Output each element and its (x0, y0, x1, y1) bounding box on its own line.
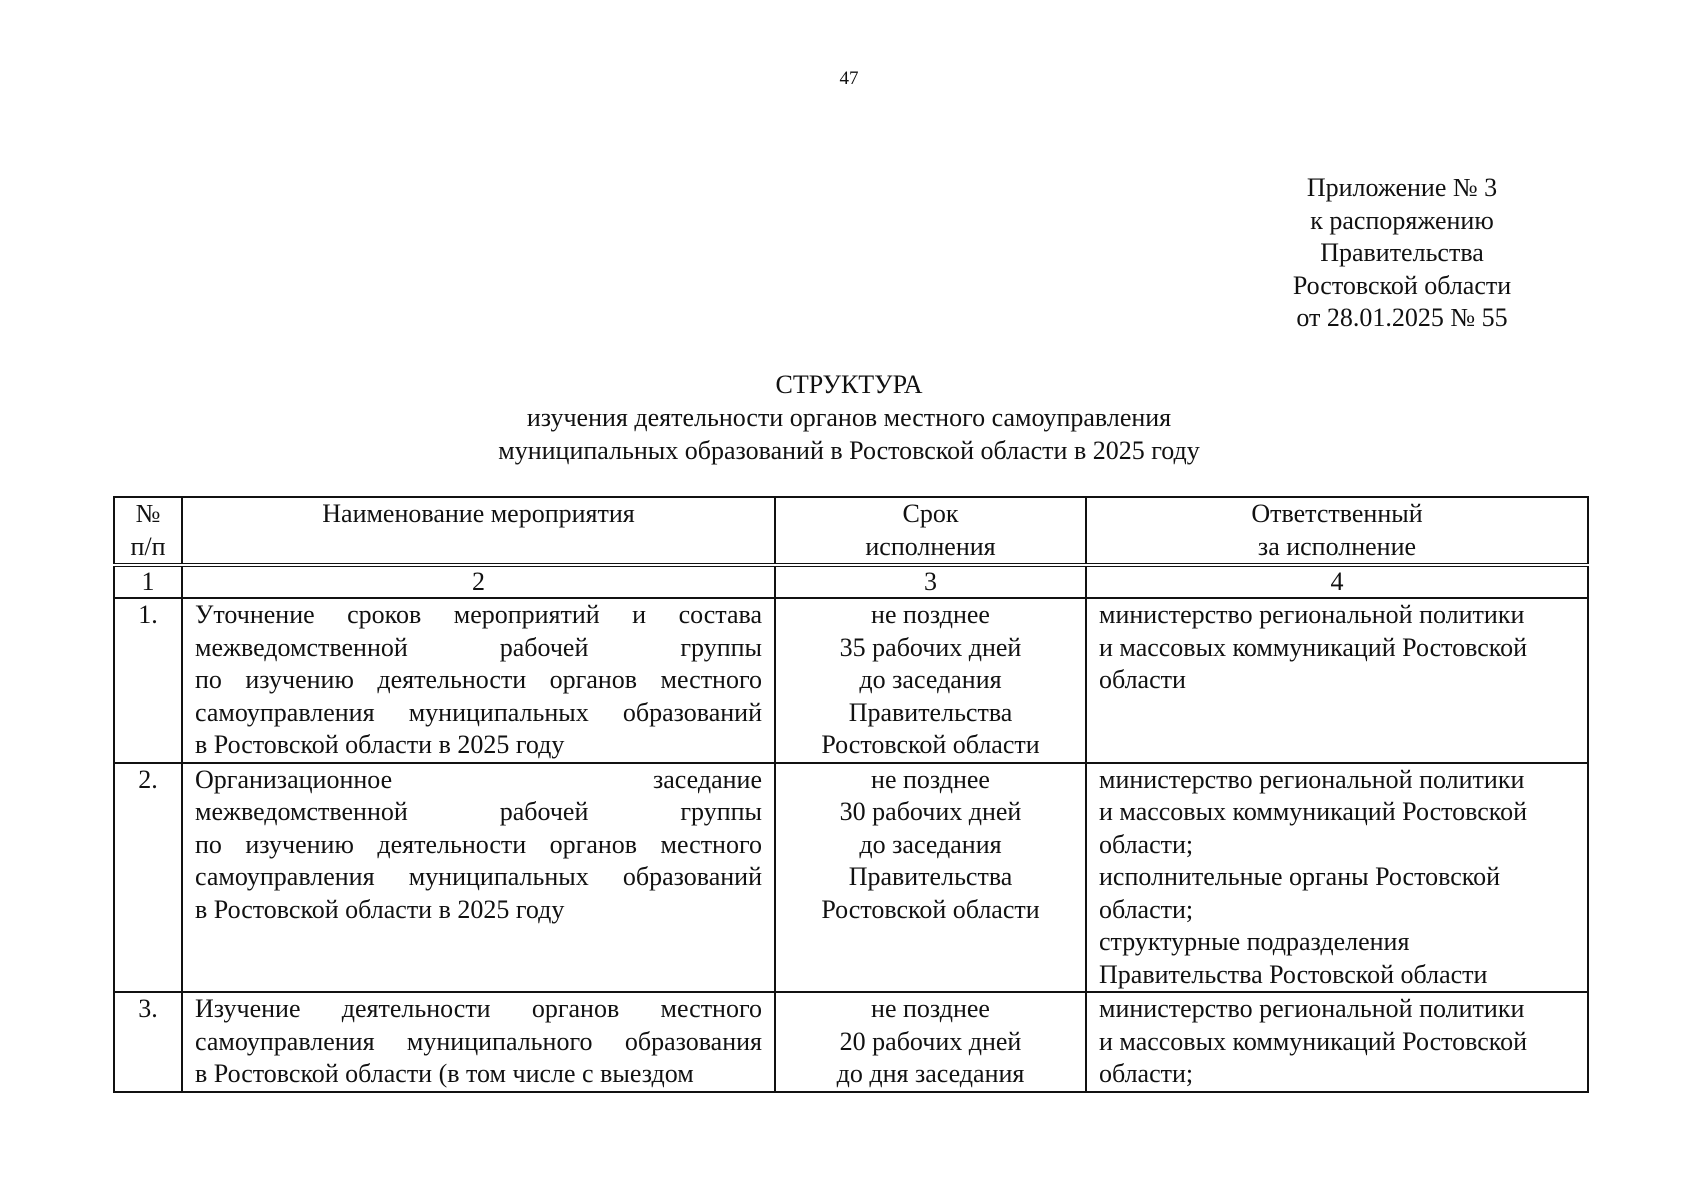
header-responsible (1086, 497, 1588, 565)
activity-name-line: Уточнение сроков мероприятий и состава (195, 600, 762, 629)
deadline-line: 35 рабочих дней (839, 632, 1022, 662)
deadline (775, 763, 1086, 993)
activity-name-line: в Ростовской области в 2025 году (195, 730, 565, 759)
responsible-line: Правительства Ростовской области (1099, 959, 1488, 989)
appendix-line: Правительства (1320, 238, 1484, 267)
title-subtitle-line: муниципальных образований в Ростовской области в 2025 году (498, 436, 1200, 465)
title-heading: СТРУКТУРА (775, 370, 923, 399)
header-text: исполнения (865, 531, 996, 561)
activity-name-line: Организационное заседание (195, 764, 762, 794)
activity-table-body (114, 497, 1588, 1092)
activity-name-line: по изучению деятельности органов местного (195, 829, 762, 859)
title-subtitle-line: изучения деятельности органов местного самоуправления (526, 403, 1172, 432)
deadline-line: Ростовской области (821, 894, 1040, 924)
deadline (775, 992, 1086, 1092)
column-index: 2 (182, 565, 775, 598)
column-index: 3 (775, 565, 1086, 598)
deadline-line: не позднее (871, 764, 990, 794)
header-text: за исполнение (1257, 531, 1417, 561)
responsible-line: и массовых коммуникаций Ростовской (1099, 632, 1528, 662)
deadline-line: Правительства (848, 697, 1013, 727)
responsible-line: министерство региональной политики (1099, 764, 1525, 794)
activity-name-line: самоуправления муниципального образования (195, 1026, 762, 1056)
responsible-line: области; (1099, 894, 1194, 924)
responsible-line: исполнительные органы Ростовской (1099, 862, 1500, 891)
appendix-line: Ростовской области (1292, 270, 1512, 300)
activity-name (182, 992, 775, 1092)
row-number: 3. (114, 992, 182, 1092)
column-index: 1 (114, 565, 182, 598)
header-text: № (135, 499, 161, 528)
responsible (1086, 598, 1588, 763)
activity-table (113, 496, 1589, 1093)
responsible-line: министерство региональной политики (1099, 994, 1525, 1023)
responsible-line: министерство региональной политики (1099, 600, 1525, 629)
deadline (775, 598, 1086, 763)
deadline-line: Ростовской области (821, 730, 1040, 759)
activity-name-line: Изучение деятельности органов местного (195, 994, 762, 1023)
deadline-line: Правительства (848, 862, 1013, 891)
activity-name-line: по изучению деятельности органов местного (195, 665, 762, 694)
header-activity-name (182, 497, 775, 565)
appendix-line: от 28.01.2025 № 55 (1296, 303, 1508, 332)
deadline-line: до заседания (859, 665, 1002, 694)
column-index: 4 (1086, 565, 1588, 598)
activity-name (182, 763, 775, 993)
column-index-row (114, 565, 1588, 598)
activity-name-line: в Ростовской области (в том числе с выездом (195, 1059, 694, 1088)
activity-name-line: межведомственной рабочей группы (195, 797, 762, 826)
responsible-line: области; (1099, 1059, 1194, 1088)
header-deadline (775, 497, 1086, 565)
table-header-row (114, 497, 1588, 565)
deadline-line: 30 рабочих дней (839, 797, 1022, 826)
row-number: 1. (114, 598, 182, 763)
deadline-line: не позднее (871, 600, 990, 629)
appendix-line: к распоряжению (1310, 205, 1494, 235)
activity-name-line: в Ростовской области в 2025 году (195, 894, 565, 924)
header-text: Срок (902, 499, 959, 528)
header-text: Наименование мероприятия (322, 499, 635, 528)
activity-name-line: самоуправления муниципальных образований (195, 862, 762, 891)
appendix-reference (1232, 172, 1572, 335)
table-row (114, 598, 1588, 763)
responsible (1086, 763, 1588, 993)
header-number (114, 497, 182, 565)
activity-name-line: самоуправления муниципальных образований (195, 697, 762, 727)
activity-name (182, 598, 775, 763)
responsible-line: и массовых коммуникаций Ростовской (1099, 797, 1528, 826)
activity-name-line: межведомственной рабочей группы (195, 632, 762, 662)
table-row (114, 763, 1588, 993)
responsible-line: области (1099, 665, 1186, 694)
deadline-line: 20 рабочих дней (839, 1026, 1022, 1056)
table-row (114, 992, 1588, 1092)
appendix-line: Приложение № 3 (1306, 173, 1498, 202)
responsible-line: структурные подразделения (1099, 927, 1410, 956)
document-title (0, 368, 1698, 467)
responsible (1086, 992, 1588, 1092)
row-number: 2. (114, 763, 182, 993)
deadline-line: до заседания (859, 829, 1002, 859)
deadline-line: не позднее (871, 994, 990, 1023)
page-number: 47 (839, 68, 859, 89)
header-text: Ответственный (1251, 499, 1423, 528)
deadline-line: до дня заседания (836, 1059, 1025, 1088)
responsible-line: области; (1099, 829, 1194, 859)
header-text: п/п (130, 531, 166, 561)
responsible-line: и массовых коммуникаций Ростовской (1099, 1026, 1528, 1056)
